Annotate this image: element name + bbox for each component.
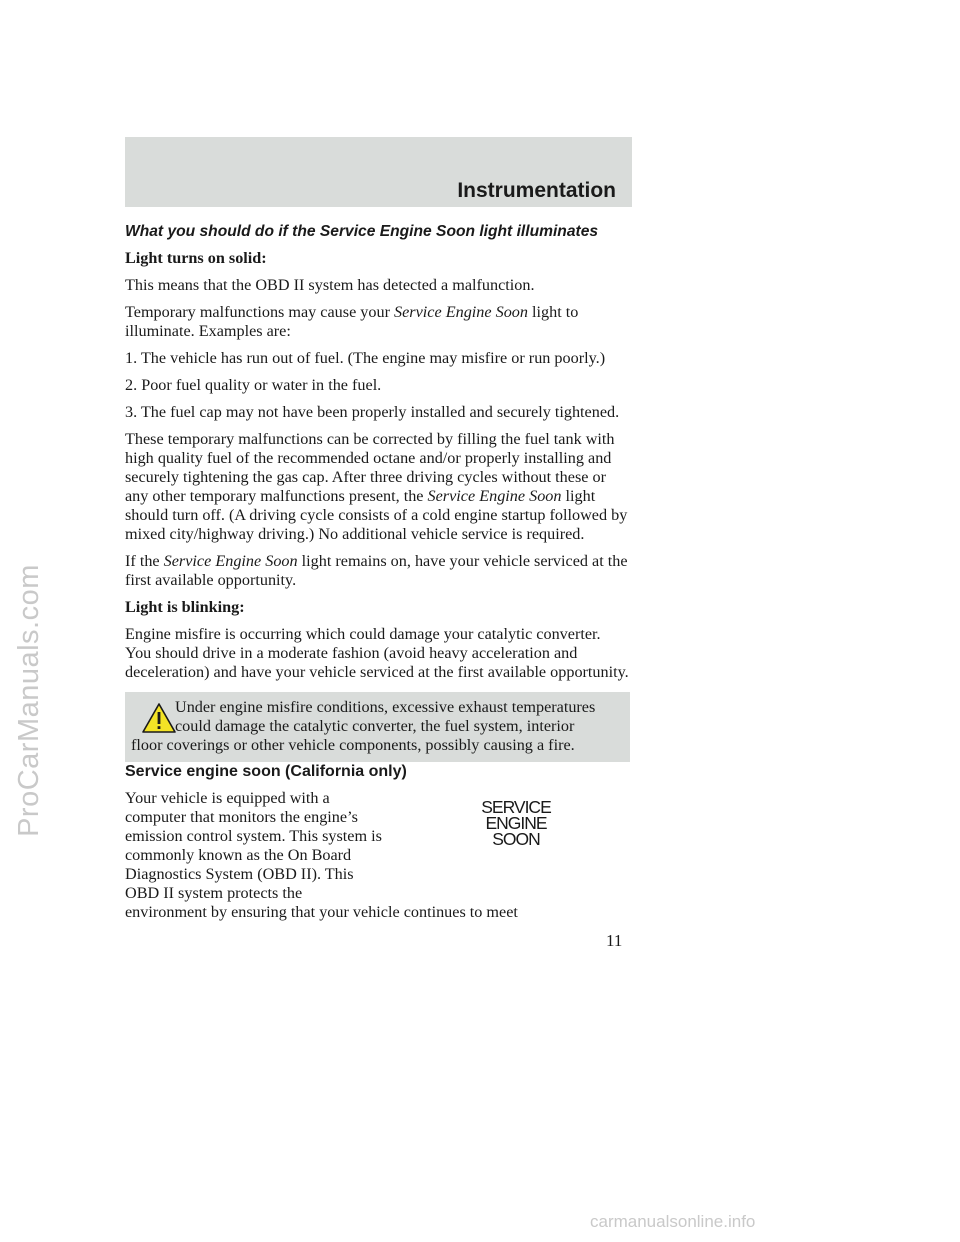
temporary-text-pre: Temporary malfunctions may cause your: [125, 303, 395, 321]
temporary-paragraph: [125, 303, 630, 341]
symbol-line-1: SERVICE: [481, 797, 551, 817]
side-watermark: [4, 420, 54, 980]
example-1: 1. The vehicle has run out of fuel. (The engine may misfire or run poorly.): [125, 349, 606, 367]
blinking-label: Light is blinking:: [125, 598, 245, 616]
example-2: 2. Poor fuel quality or water in the fuel.: [125, 376, 382, 394]
temporary-text-em: Service Engine Soon: [394, 303, 528, 321]
page-number: 11: [606, 931, 623, 950]
solid-label: Light turns on solid:: [125, 249, 267, 267]
blinking-description: Engine misfire is occurring which could damage your catalytic converter. You should drive in a moderate fashion (avoid heavy acceleration and deceleration) and have your vehicle serviced at the first available opportunity.: [125, 625, 629, 681]
service-engine-soon-symbol: [470, 799, 562, 847]
correction-text-pre: These temporary malfunctions can be corrected by filling the fuel tank with high quality fuel of the recommended octane and/or properly installing and securely tightening the gas cap. After three driving cycles without these or any other temporary malfunctions present, the: [125, 430, 615, 505]
footer-watermark: carmanualsonline.info: [590, 1212, 756, 1231]
section-heading: Service engine soon (California only): [125, 763, 407, 780]
temporary-text-post: light to illuminate. Examples are:: [125, 303, 579, 340]
side-watermark-text: ProCarManuals.com: [12, 563, 45, 837]
subsection-heading: What you should do if the Service Engine Soon light illuminates: [125, 223, 599, 240]
section-title: Instrumentation: [457, 179, 616, 202]
solid-description: This means that the OBD II system has detected a malfunction.: [125, 276, 535, 294]
warning-line-2: could damage the catalytic converter, the fuel system, interior: [175, 717, 575, 735]
section-header-band: [125, 137, 632, 207]
example-3: 3. The fuel cap may not have been properly installed and securely tightened.: [125, 403, 620, 421]
remains-text-em: Service Engine Soon: [163, 552, 298, 570]
warning-line-3: floor coverings or other vehicle components, possibly causing a fire.: [131, 736, 575, 754]
remains-text-pre: If the: [125, 552, 164, 570]
warning-box: [125, 692, 630, 762]
remains-text-post: light remains on, have your vehicle serviced at the first available opportunity.: [125, 552, 628, 589]
remains-on-paragraph: [125, 552, 630, 590]
warning-line-1: Under engine misfire conditions, excessive exhaust temperatures: [175, 698, 596, 716]
body-narrow: Your vehicle is equipped with a computer that monitors the engine’s emission control system. This system is commonly known as the On Board Diagnostics System (OBD II). This OBD II system protects the: [125, 789, 382, 902]
correction-text-em: Service Engine Soon: [427, 487, 562, 505]
correction-text-post: light should turn off. (A driving cycle consists of a cold engine startup followed by mixed city/highway driving.) No additional vehicle service is required.: [125, 487, 628, 543]
correction-paragraph: [125, 430, 630, 544]
symbol-line-3: SOON: [492, 829, 540, 849]
body-wide: environment by ensuring that your vehicle continues to meet: [125, 903, 518, 921]
symbol-line-2: ENGINE: [485, 813, 547, 833]
warning-triangle-icon: [141, 702, 177, 734]
